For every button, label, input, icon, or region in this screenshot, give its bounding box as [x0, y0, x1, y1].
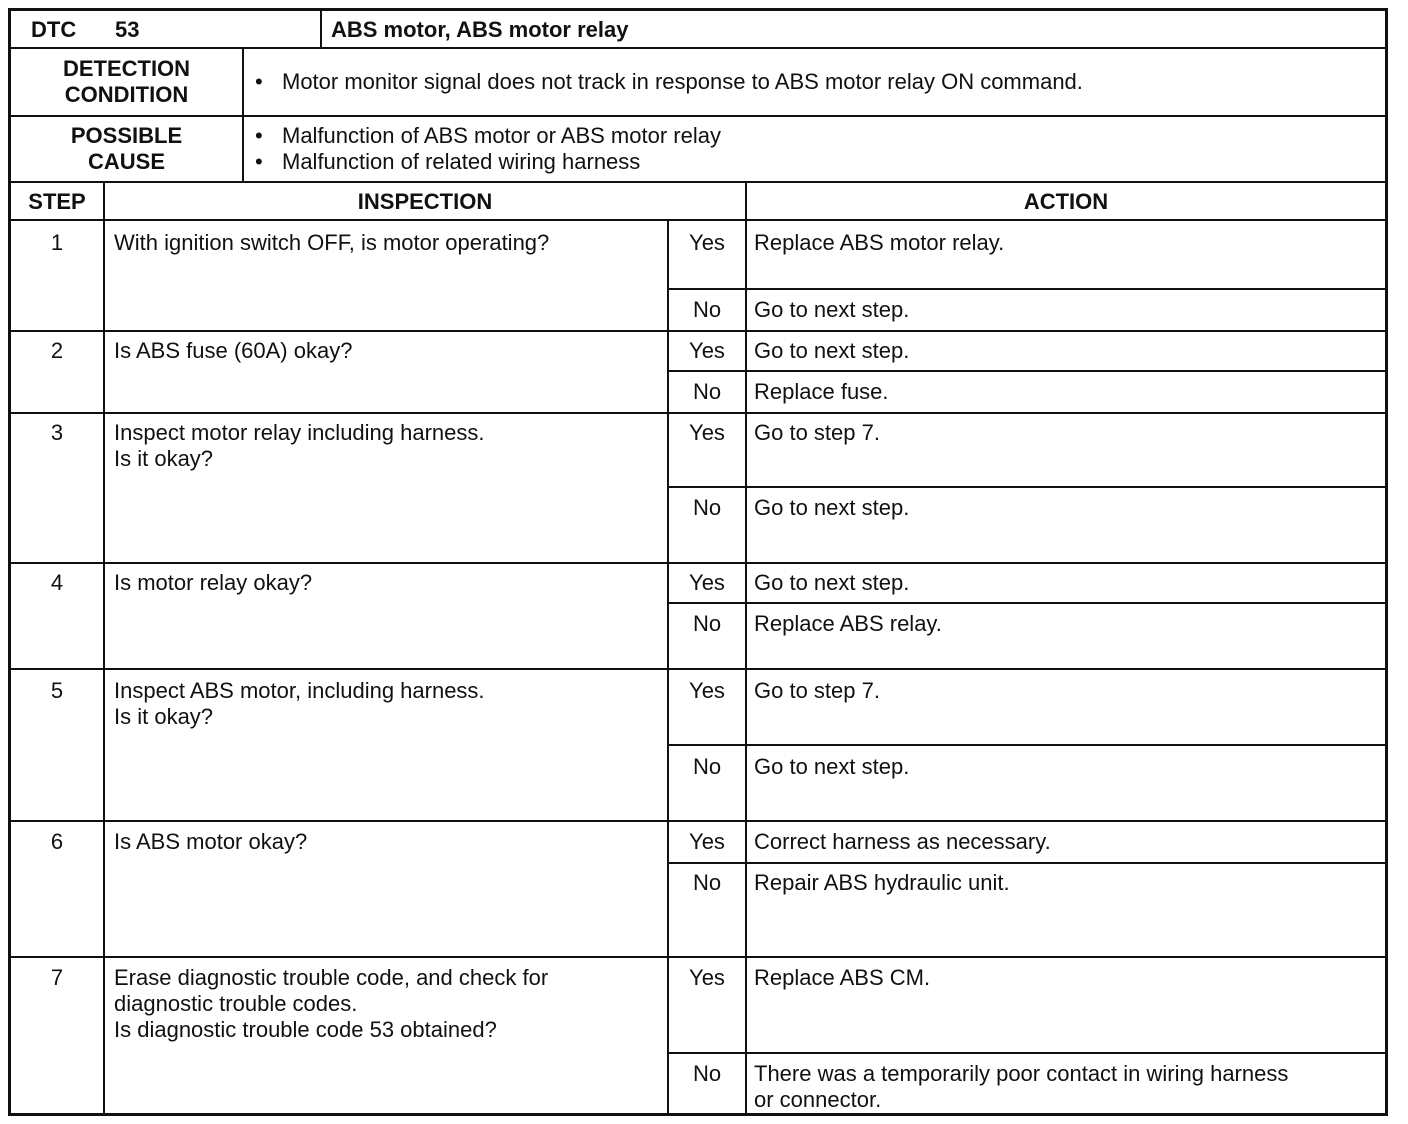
- possible-cause-item: • Malfunction of ABS motor or ABS motor relay: [255, 123, 721, 149]
- answer-no: No: [692, 495, 722, 520]
- yes-no-separator: [667, 862, 1385, 864]
- possible-cause-list: [255, 123, 721, 175]
- possible-cause-row: [11, 117, 1385, 183]
- yes-no-separator: [667, 744, 1385, 746]
- action-yes: Go to step 7.: [754, 420, 880, 445]
- step-separator: [11, 668, 1385, 670]
- answer-yes: Yes: [689, 829, 725, 854]
- answer-yes: Yes: [689, 570, 725, 595]
- table-column-headers: [11, 183, 1385, 221]
- action-no: Go to next step.: [754, 495, 910, 520]
- answer-yes: Yes: [689, 678, 725, 703]
- action-yes: Go to next step.: [754, 338, 910, 363]
- yes-no-separator: [667, 1052, 1385, 1054]
- answer-no: No: [692, 297, 722, 322]
- step-separator: [11, 820, 1385, 822]
- step-inspection: Is ABS motor okay?: [114, 829, 308, 854]
- step-number: 4: [50, 570, 64, 595]
- step-separator: [11, 956, 1385, 958]
- step-number: 2: [50, 338, 64, 363]
- answer-no: No: [692, 754, 722, 779]
- step-inspection: Is motor relay okay?: [114, 570, 313, 595]
- detection-condition-list: [255, 69, 1083, 95]
- yes-no-separator: [667, 288, 1385, 290]
- grid-line-step: [103, 183, 105, 1113]
- possible-cause-item: • Malfunction of related wiring harness: [255, 149, 721, 175]
- action-no: There was a temporarily poor contact in wiring harness or connector.: [754, 1061, 1289, 1112]
- yes-no-separator: [667, 602, 1385, 604]
- action-no: Replace fuse.: [754, 379, 889, 404]
- dtc-number: 53: [115, 17, 140, 42]
- answer-no: No: [692, 1061, 722, 1086]
- action-no: Repair ABS hydraulic unit.: [754, 870, 1010, 895]
- answer-yes: Yes: [689, 965, 725, 990]
- action-yes: Go to next step.: [754, 570, 910, 595]
- possible-cause-label: POSSIBLE CAUSE: [11, 117, 244, 181]
- action-no: Go to next step.: [754, 754, 910, 779]
- answer-no: No: [692, 379, 722, 404]
- detection-condition-item: • Motor monitor signal does not track in response to ABS motor relay ON command.: [255, 69, 1083, 95]
- action-yes: Go to step 7.: [754, 678, 880, 703]
- detection-condition-row: [11, 49, 1385, 117]
- step-separator: [11, 330, 1385, 332]
- step-inspection: With ignition switch OFF, is motor operating?: [114, 230, 550, 255]
- column-header-inspection: INSPECTION: [357, 189, 493, 214]
- answer-yes: Yes: [689, 420, 725, 445]
- step-number: 1: [50, 230, 64, 255]
- dtc-document: [8, 8, 1388, 1116]
- step-number: 3: [50, 420, 64, 445]
- column-header-action: ACTION: [1023, 189, 1109, 214]
- step-number: 5: [50, 678, 64, 703]
- header-divider: [320, 11, 322, 47]
- action-yes: Replace ABS motor relay.: [754, 230, 1005, 255]
- dtc-label: DTC: [31, 17, 77, 42]
- action-no: Replace ABS relay.: [754, 611, 942, 636]
- grid-line-action: [745, 183, 747, 1113]
- dtc-title: ABS motor, ABS motor relay: [331, 17, 629, 42]
- answer-no: No: [692, 870, 722, 895]
- answer-yes: Yes: [689, 338, 725, 363]
- yes-no-separator: [667, 486, 1385, 488]
- answer-yes: Yes: [689, 230, 725, 255]
- dtc-header: [11, 11, 1385, 49]
- action-no: Go to next step.: [754, 297, 910, 322]
- step-number: 6: [50, 829, 64, 854]
- action-yes: Correct harness as necessary.: [754, 829, 1051, 854]
- step-inspection: Is ABS fuse (60A) okay?: [114, 338, 353, 363]
- step-inspection: Inspect motor relay including harness. Is it okay?: [114, 420, 485, 471]
- step-separator: [11, 412, 1385, 414]
- step-separator: [11, 562, 1385, 564]
- detection-condition-label: DETECTION CONDITION: [11, 49, 244, 115]
- column-header-step: STEP: [28, 189, 86, 214]
- yes-no-separator: [667, 370, 1385, 372]
- step-number: 7: [50, 965, 64, 990]
- step-inspection: Erase diagnostic trouble code, and check for diagnostic trouble codes. Is diagnostic trouble code 53 obtained?: [114, 965, 549, 1042]
- action-yes: Replace ABS CM.: [754, 965, 931, 990]
- step-inspection: Inspect ABS motor, including harness. Is it okay?: [114, 678, 485, 729]
- answer-no: No: [692, 611, 722, 636]
